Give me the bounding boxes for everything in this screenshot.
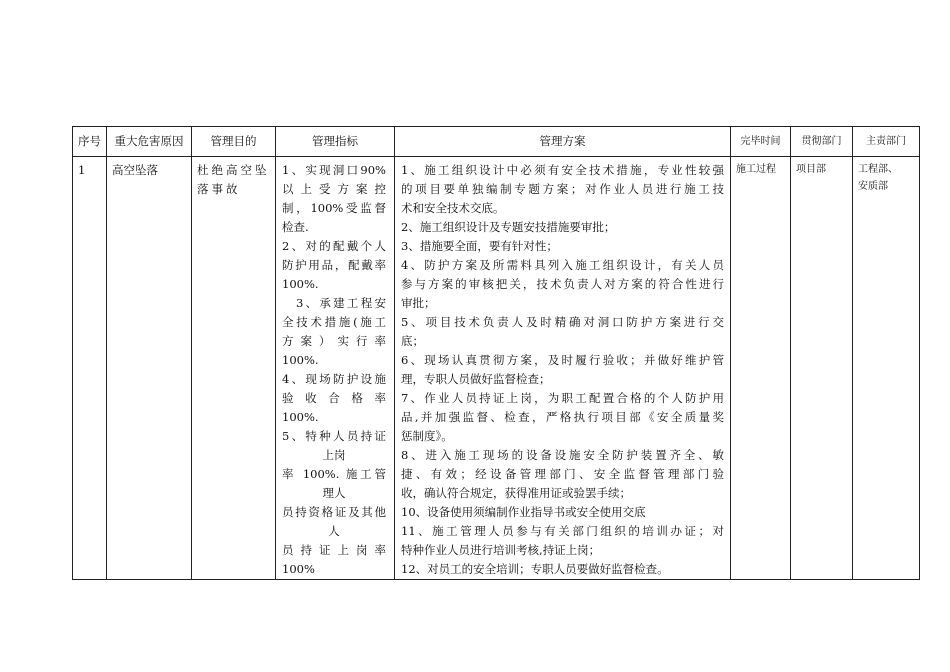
header-finish-time: 完毕时间 — [731, 127, 791, 157]
plan-line: 1、施工组织设计中必须有安全技术措施，专业性较强 — [401, 163, 724, 177]
plan-line: 10、设备使用须编制作业指导书或安全使用交底 — [401, 505, 646, 519]
indicator-line: 员持证上岗率 — [282, 543, 386, 557]
plan-line: 5、项目技术负责人及时精确对洞口防护方案进行交 — [401, 315, 724, 329]
indicator-line: 人 — [328, 524, 340, 538]
plan-line: 4、防护方案及所需料具列入施工组织设计，有关人员 — [401, 258, 724, 272]
row-goal: 杜绝高空坠落事故 — [192, 157, 276, 580]
indicator-line: 以上受方案控 — [282, 182, 386, 196]
plan-line: 术和安全技术交底。 — [401, 201, 505, 215]
indicator-line: 100%. — [282, 277, 319, 291]
indicator-line: 制，100%受监督 — [282, 201, 386, 215]
header-implement-dept: 贯彻部门 — [791, 127, 853, 157]
indicator-line: 100%. — [282, 353, 319, 367]
plan-line: 12、对员工的安全培训；专职人员要做好监督检查。 — [401, 562, 669, 576]
hazard-management-table — [72, 126, 920, 580]
header-hazard: 重大危害原因 — [107, 127, 192, 157]
header-main-dept: 主责部门 — [853, 127, 920, 157]
plan-line: 审批； — [401, 296, 436, 310]
header-plan: 管理方案 — [395, 127, 731, 157]
indicator-line: 3、承建工程安 — [296, 296, 386, 310]
row-indicators — [276, 157, 395, 580]
plan-line: 收，确认符合规定，获得准用证或验罢手续； — [401, 486, 631, 500]
header-goal: 管理目的 — [192, 127, 276, 157]
plan-line: 品,并加强监督、检查，严格执行项目部《安全质量奖 — [401, 410, 724, 424]
plan-line: 6、现场认真贯彻方案，及时履行验收；并做好维护管 — [401, 353, 724, 367]
indicator-line: 理人 — [322, 486, 346, 500]
plan-line: 11、施工管理人员参与有关部门组织的培训办证；对 — [401, 524, 724, 538]
row-plan — [395, 157, 731, 580]
plan-line: 8、进入施工现场的设备设施安全防护装置齐全、敏 — [401, 448, 724, 462]
plan-line: 特种作业人员进行培训考核,持证上岗； — [401, 543, 601, 557]
indicator-line: 检查. — [282, 220, 309, 234]
header-seq: 序号 — [73, 127, 107, 157]
indicator-line: 方案）实行率 — [282, 334, 386, 348]
row-implement-dept: 项目部 — [791, 157, 853, 580]
table-row — [73, 157, 920, 580]
plan-line: 捷、有效；经设备管理部门、安全监督管理部门验 — [401, 467, 724, 481]
indicator-line: 验收合格率 — [282, 391, 386, 405]
indicator-line: 率 100%. 施工管 — [282, 467, 386, 481]
plan-line: 理，专职人员做好监督检查； — [401, 372, 551, 386]
indicator-line: 防护用品，配戴率 — [282, 258, 386, 272]
indicator-line: 1、实现洞口90% — [282, 163, 386, 177]
indicator-line: 2、对的配戴个人 — [282, 239, 386, 253]
plan-line: 2、施工组织设计及专题安技措施要审批； — [401, 220, 616, 234]
plan-line: 底； — [401, 334, 424, 348]
indicator-line: 员持资格证及其他 — [282, 505, 386, 519]
plan-line: 参与方案的审核把关，技术负责人对方案的符合性进行 — [401, 277, 724, 291]
indicator-line: 全技术措施(施工 — [282, 315, 386, 329]
plan-line: 的项目要单独编制专题方案；对作业人员进行施工技 — [401, 182, 724, 196]
indicator-line: 上岗 — [322, 448, 346, 462]
plan-line: 3、措施要全面，要有针对性； — [401, 239, 558, 253]
header-indicator: 管理指标 — [276, 127, 395, 157]
row-finish-time: 施工过程 — [731, 157, 791, 580]
row-seq: 1 — [73, 157, 107, 580]
header-row — [73, 127, 920, 157]
indicator-line: 5、特种人员持证 — [282, 429, 386, 443]
plan-line: 7、作业人员持证上岗，为职工配置合格的个人防护用 — [401, 391, 724, 405]
plan-line: 惩制度》。 — [401, 429, 453, 443]
indicator-line: 100% — [282, 562, 315, 576]
indicator-line: 100%. — [282, 410, 319, 424]
indicator-line: 4、现场防护设施 — [282, 372, 386, 386]
row-main-dept: 工程部、安质部 — [853, 157, 920, 580]
row-hazard: 高空坠落 — [107, 157, 192, 580]
